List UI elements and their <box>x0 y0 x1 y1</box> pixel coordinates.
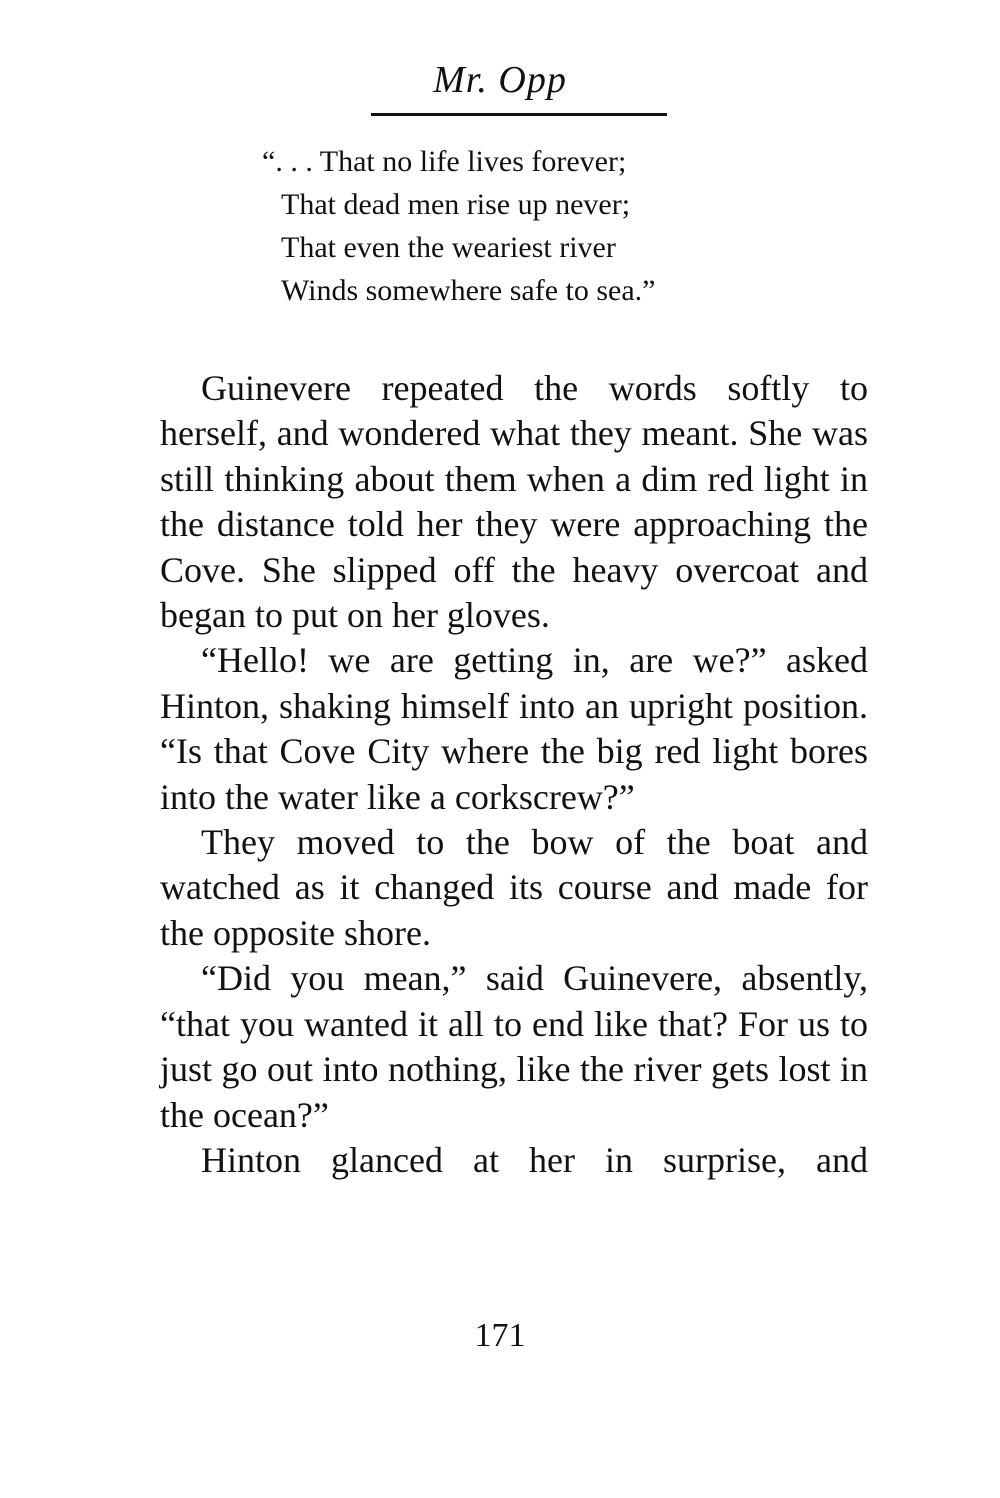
paragraph: Hinton glanced at her in surprise, and <box>201 1139 868 1180</box>
paragraph: “Hello! we are getting in, are we?” asked Hinton, shaking himself into an upright position. “Is that Cove City where the big red light bores into the water like a corkscrew?” <box>160 640 868 817</box>
epigraph-line: Winds somewhere safe to sea.” <box>281 274 656 307</box>
paragraph: “Did you mean,” said Guinevere, absently, “that you wanted it all to end like that? For us to just go out into nothing, like the river gets lost in the ocean?” <box>160 958 868 1135</box>
epigraph-line: “. . . That no life lives forever; <box>262 145 627 178</box>
body-text <box>160 366 868 1183</box>
head-rule <box>371 113 667 116</box>
paragraph: Guinevere repeated the words softly to herself, and wondered what they meant. She was still thinking about them when a dim red light in the distance told her they were approaching the Cove. She slipped off the heavy overcoat and began to put on her gloves. <box>160 368 868 636</box>
paragraph: They moved to the bow of the boat and watched as it changed its course and made for the opposite shore. <box>160 822 868 953</box>
running-head: Mr. Opp <box>433 59 567 101</box>
page-number: 171 <box>474 1317 526 1354</box>
epigraph-line: That even the weariest river <box>281 231 616 264</box>
epigraph <box>262 140 656 312</box>
epigraph-line: That dead men rise up never; <box>281 188 631 221</box>
